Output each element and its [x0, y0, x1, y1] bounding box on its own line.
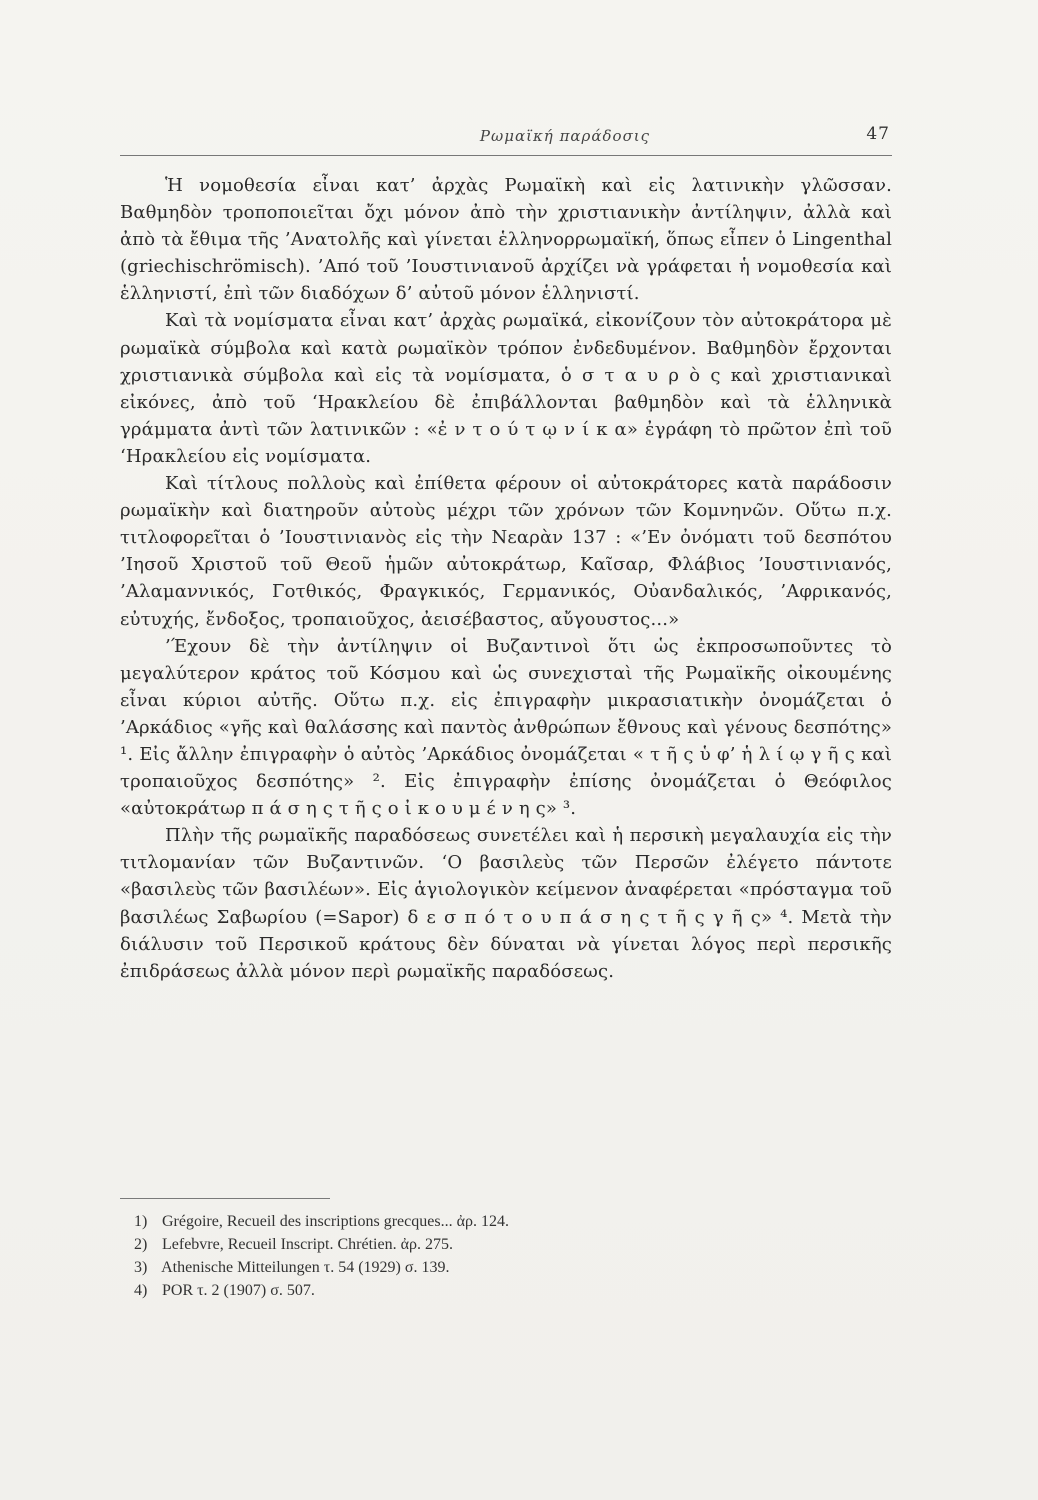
footnote-number: 2) — [134, 1236, 148, 1253]
footnote-text: POR τ. 2 (1907) σ. 507. — [162, 1282, 315, 1299]
body-text — [120, 172, 892, 985]
paragraph-legislation: Ἡ νομοθεσία εἶναι κατ’ ἀρχὰς Ρωμαϊκὴ καὶ εἰς λατινικὴν γλῶσσαν. Βαθμηδὸν τροποποιεῖται ὄχι μόνον ἀπὸ τὴν χριστιανικὴν ἀντίληψιν, ἀλλὰ καὶ ἀπὸ τὰ ἔθιμα τῆς ’Ανατολῆς καὶ γίνεται ἑλληνορρωμαϊκή, ὅπως εἶπεν ὁ Lingenthal (griechischrömisch). ’Από τοῦ ’Ιουστινιανοῦ ἀρχίζει νὰ γράφεται ἡ νομοθεσία καὶ ἑλληνιστί, ἐπὶ τῶν διαδόχων δ’ αὐτοῦ μόνον ἑλληνιστί. — [120, 175, 892, 305]
footnote-text: Lefebvre, Recueil Inscript. Chrétien. ἀρ. 275. — [162, 1236, 453, 1253]
footnotes — [134, 1210, 874, 1302]
footnote-number: 4) — [134, 1282, 148, 1299]
paragraph-ecumene: ’Έχουν δὲ τὴν ἀντίληψιν οἱ Βυζαντινοὶ ὅτι ὡς ἐκπροσωποῦντες τὸ μεγαλύτερον κράτος τοῦ Κόσμου καὶ ὡς συνεχισταὶ τῆς Ρωμαϊκῆς οἰκουμένης εἶναι κύριοι αὐτῆς. Οὕτω π.χ. εἰς ἐπιγραφὴν μικρασιατικὴν ὀνομάζεται ὁ ’Αρκάδιος «γῆς καὶ θαλάσσης καὶ παντὸς ἀνθρώπων ἔθνους καὶ γένους δεσπότης» ¹. Εἰς ἄλλην ἐπιγραφὴν ὁ αὐτὸς ’Αρκάδιος ὀνομάζεται « τ ῆ ς ὑ φ’ ἡ λ ί ῳ γ ῆ ς καὶ τροπαιοῦχος δεσπότης» ². Εἰς ἐπιγραφὴν ἐπίσης ὀνομάζεται ὁ Θεόφιλος «αὐτοκράτωρ π ά σ η ς τ ῆ ς ο ἰ κ ο υ μ έ ν η ς» ³. — [120, 635, 892, 820]
running-header — [120, 124, 890, 150]
running-title: Ρωμαϊκή παράδοσις — [479, 127, 651, 145]
footnote-number: 1) — [134, 1213, 148, 1230]
header-rule — [120, 155, 892, 156]
footnote-3 — [134, 1256, 874, 1279]
footnote-text: Grégoire, Recueil des inscriptions grecques... ἀρ. 124. — [162, 1213, 509, 1230]
paragraph-titles: Καὶ τίτλους πολλοὺς καὶ ἐπίθετα φέρουν οἱ αὐτοκράτορες κατὰ παράδοσιν ρωμαϊκὴν καὶ διατηροῦν αὐτοὺς μέχρι τῶν χρόνων τῶν Κομνηνῶν. Οὕτω π.χ. τιτλοφορεῖται ὁ ’Ιουστινιανὸς εἰς τὴν Νεαρὰν 137 : «’Εν ὀνόματι τοῦ δεσπότου ’Ιησοῦ Χριστοῦ τοῦ Θεοῦ ἡμῶν αὐτοκράτωρ, Καῖσαρ, Φλάβιος ’Ιουστινιανός, ’Αλαμαννικός, Γοτθικός, Φραγκικός, Γερμανικός, Οὐανδαλικός, ’Αφρικανός, εὐτυχής, ἔνδοξος, τροπαιοῦχος, ἀεισέβαστος, αὔγουστος...» — [120, 473, 892, 630]
footnote-1 — [134, 1210, 874, 1233]
footnote-2 — [134, 1233, 874, 1256]
page-number: 47 — [866, 124, 890, 144]
paragraph-coins: Καὶ τὰ νομίσματα εἶναι κατ’ ἀρχὰς ρωμαϊκά, εἰκονίζουν τὸν αὐτοκράτορα μὲ ρωμαϊκὰ σύμβολα καὶ κατὰ ρωμαϊκὸν τρόπον ἐνδεδυμένον. Βαθμηδὸν ἔρχονται χριστιανικὰ σύμβολα καὶ εἰς τὰ νομίσματα, ὁ σ τ α υ ρ ὸ ς καὶ χριστιανικαὶ εἰκόνες, ἀπὸ τοῦ ‘Ηρακλείου δὲ ἐπιβάλλονται βαθμηδὸν καὶ τὰ ἑλληνικὰ γράμματα ἀντὶ τῶν λατινικῶν : «ἐ ν τ ο ύ τ ῳ ν ί κ α» ἐγράφη τὸ πρῶτον ἐπὶ τοῦ ‘Ηρακλείου εἰς νομίσματα. — [120, 310, 892, 467]
footnote-text: Athenische Mitteilungen τ. 54 (1929) σ. 139. — [161, 1259, 450, 1276]
paragraph-persian: Πλὴν τῆς ρωμαϊκῆς παραδόσεως συνετέλει καὶ ἡ περσικὴ μεγαλαυχία εἰς τὴν τιτλομανίαν τῶν Βυζαντινῶν. ‘Ο βασιλεὺς τῶν Περσῶν ἐλέγετο πάντοτε «βασιλεὺς τῶν βασιλέων». Εἰς ἁγιολογικὸν κείμενον ἀναφέρεται «πρόσταγμα τοῦ βασιλέως Σαβωρίου (=Sapor) δ ε σ π ό τ ο υ π ά σ η ς τ ῆ ς γ ῆ ς» ⁴. Μετὰ τὴν διάλυσιν τοῦ Περσικοῦ κράτους δὲν δύναται νὰ γίνεται λόγος περὶ περσικῆς ἐπιδράσεως ἀλλὰ μόνον περὶ ρωμαϊκῆς παραδόσεως. — [120, 825, 892, 982]
footnote-4 — [134, 1279, 874, 1302]
footnote-number: 3) — [134, 1259, 148, 1276]
footnote-rule — [120, 1198, 330, 1199]
